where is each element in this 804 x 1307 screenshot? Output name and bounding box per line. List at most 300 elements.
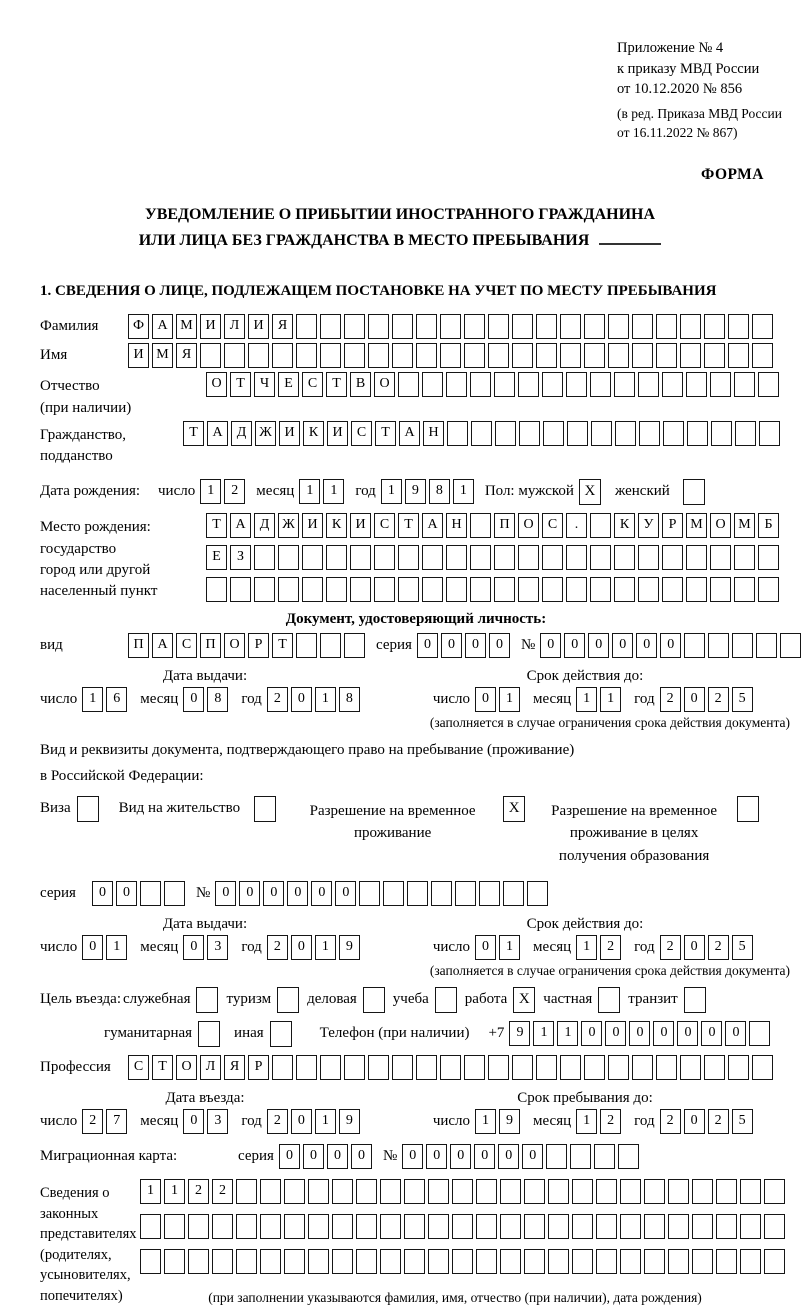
char-box[interactable] xyxy=(188,1214,209,1239)
char-box[interactable]: 1 xyxy=(82,687,103,712)
purpose-other-checkbox[interactable] xyxy=(270,1021,292,1047)
char-box[interactable] xyxy=(236,1214,257,1239)
char-box[interactable]: 0 xyxy=(215,881,236,906)
char-box[interactable]: 2 xyxy=(188,1179,209,1204)
char-box[interactable]: 0 xyxy=(279,1144,300,1169)
char-box[interactable] xyxy=(512,1055,533,1080)
char-box[interactable]: 8 xyxy=(429,479,450,504)
char-box[interactable]: 0 xyxy=(335,881,356,906)
char-box[interactable] xyxy=(332,1249,353,1274)
char-box[interactable]: 0 xyxy=(287,881,308,906)
char-box[interactable] xyxy=(500,1214,521,1239)
char-box[interactable]: Н xyxy=(446,513,467,538)
char-box[interactable]: 0 xyxy=(660,633,681,658)
char-box[interactable]: О xyxy=(206,372,227,397)
char-box[interactable] xyxy=(464,343,485,368)
char-box[interactable] xyxy=(620,1249,641,1274)
char-box[interactable] xyxy=(479,881,500,906)
char-box[interactable] xyxy=(527,881,548,906)
char-box[interactable] xyxy=(716,1249,737,1274)
char-box[interactable]: 0 xyxy=(291,935,312,960)
char-box[interactable]: А xyxy=(152,633,173,658)
char-box[interactable] xyxy=(590,577,611,602)
char-box[interactable]: 0 xyxy=(183,935,204,960)
char-box[interactable] xyxy=(759,421,780,446)
char-box[interactable] xyxy=(518,372,539,397)
char-box[interactable]: 0 xyxy=(636,633,657,658)
char-box[interactable] xyxy=(560,343,581,368)
char-box[interactable] xyxy=(536,314,557,339)
char-box[interactable] xyxy=(356,1179,377,1204)
char-box[interactable]: 1 xyxy=(140,1179,161,1204)
char-box[interactable] xyxy=(680,314,701,339)
char-box[interactable] xyxy=(756,633,777,658)
char-box[interactable] xyxy=(752,314,773,339)
char-box[interactable]: 0 xyxy=(426,1144,447,1169)
char-box[interactable] xyxy=(332,1214,353,1239)
char-box[interactable] xyxy=(260,1249,281,1274)
char-box[interactable]: 0 xyxy=(327,1144,348,1169)
char-box[interactable]: И xyxy=(279,421,300,446)
char-box[interactable]: Д xyxy=(254,513,275,538)
char-box[interactable] xyxy=(662,545,683,570)
char-box[interactable] xyxy=(542,372,563,397)
char-box[interactable] xyxy=(740,1179,761,1204)
char-box[interactable]: Я xyxy=(224,1055,245,1080)
char-box[interactable]: 0 xyxy=(684,1109,705,1134)
char-box[interactable] xyxy=(380,1249,401,1274)
char-box[interactable]: С xyxy=(302,372,323,397)
char-box[interactable] xyxy=(548,1179,569,1204)
char-box[interactable]: И xyxy=(200,314,221,339)
char-box[interactable]: 1 xyxy=(576,935,597,960)
char-box[interactable] xyxy=(416,343,437,368)
char-box[interactable]: 9 xyxy=(339,935,360,960)
char-box[interactable]: 2 xyxy=(660,935,681,960)
char-box[interactable] xyxy=(620,1214,641,1239)
char-box[interactable]: 1 xyxy=(315,935,336,960)
char-box[interactable] xyxy=(711,421,732,446)
char-box[interactable] xyxy=(284,1179,305,1204)
char-box[interactable]: Т xyxy=(183,421,204,446)
char-box[interactable]: 0 xyxy=(291,1109,312,1134)
char-box[interactable] xyxy=(440,343,461,368)
char-box[interactable]: Т xyxy=(152,1055,173,1080)
char-box[interactable] xyxy=(470,577,491,602)
char-box[interactable] xyxy=(752,343,773,368)
char-box[interactable] xyxy=(710,545,731,570)
char-box[interactable]: 3 xyxy=(207,935,228,960)
char-box[interactable]: 2 xyxy=(224,479,245,504)
char-box[interactable] xyxy=(224,343,245,368)
char-box[interactable] xyxy=(422,372,443,397)
char-box[interactable] xyxy=(668,1249,689,1274)
char-box[interactable]: 0 xyxy=(402,1144,423,1169)
char-box[interactable] xyxy=(383,881,404,906)
char-box[interactable]: 0 xyxy=(725,1021,746,1046)
char-box[interactable] xyxy=(476,1249,497,1274)
char-box[interactable]: 2 xyxy=(708,935,729,960)
char-box[interactable] xyxy=(464,1055,485,1080)
temp-residence-edu-checkbox[interactable] xyxy=(737,796,759,822)
char-box[interactable]: А xyxy=(399,421,420,446)
char-box[interactable]: Т xyxy=(326,372,347,397)
char-box[interactable]: 2 xyxy=(600,1109,621,1134)
char-box[interactable]: 1 xyxy=(499,687,520,712)
char-box[interactable] xyxy=(572,1214,593,1239)
char-box[interactable]: 0 xyxy=(489,633,510,658)
char-box[interactable] xyxy=(431,881,452,906)
char-box[interactable]: 0 xyxy=(522,1144,543,1169)
char-box[interactable] xyxy=(734,577,755,602)
char-box[interactable]: К xyxy=(326,513,347,538)
char-box[interactable] xyxy=(470,372,491,397)
char-box[interactable]: 5 xyxy=(732,1109,753,1134)
char-box[interactable] xyxy=(710,577,731,602)
char-box[interactable] xyxy=(614,545,635,570)
char-box[interactable]: 0 xyxy=(475,687,496,712)
char-box[interactable]: И xyxy=(248,314,269,339)
char-box[interactable]: 3 xyxy=(207,1109,228,1134)
char-box[interactable]: З xyxy=(230,545,251,570)
char-box[interactable] xyxy=(212,1214,233,1239)
char-box[interactable] xyxy=(728,314,749,339)
char-box[interactable] xyxy=(494,372,515,397)
char-box[interactable]: 1 xyxy=(576,687,597,712)
char-box[interactable]: Т xyxy=(206,513,227,538)
char-box[interactable]: К xyxy=(303,421,324,446)
char-box[interactable] xyxy=(596,1179,617,1204)
char-box[interactable] xyxy=(494,545,515,570)
char-box[interactable] xyxy=(608,343,629,368)
purpose-transit-checkbox[interactable] xyxy=(684,987,706,1013)
char-box[interactable]: 1 xyxy=(600,687,621,712)
char-box[interactable] xyxy=(656,314,677,339)
char-box[interactable] xyxy=(374,545,395,570)
char-box[interactable] xyxy=(594,1144,615,1169)
char-box[interactable] xyxy=(495,421,516,446)
char-box[interactable] xyxy=(368,314,389,339)
char-box[interactable]: 1 xyxy=(323,479,344,504)
char-box[interactable] xyxy=(302,545,323,570)
char-box[interactable] xyxy=(140,1214,161,1239)
char-box[interactable]: 2 xyxy=(708,687,729,712)
char-box[interactable] xyxy=(350,545,371,570)
purpose-business-checkbox[interactable] xyxy=(196,987,218,1013)
char-box[interactable] xyxy=(359,881,380,906)
char-box[interactable]: 0 xyxy=(581,1021,602,1046)
char-box[interactable]: 1 xyxy=(475,1109,496,1134)
char-box[interactable] xyxy=(567,421,588,446)
char-box[interactable]: Т xyxy=(272,633,293,658)
char-box[interactable]: А xyxy=(422,513,443,538)
char-box[interactable]: 0 xyxy=(465,633,486,658)
char-box[interactable]: 9 xyxy=(499,1109,520,1134)
char-box[interactable]: Я xyxy=(176,343,197,368)
char-box[interactable] xyxy=(398,577,419,602)
char-box[interactable] xyxy=(692,1214,713,1239)
char-box[interactable]: 2 xyxy=(660,687,681,712)
char-box[interactable] xyxy=(704,343,725,368)
char-box[interactable] xyxy=(566,577,587,602)
char-box[interactable] xyxy=(326,545,347,570)
char-box[interactable]: Т xyxy=(375,421,396,446)
char-box[interactable] xyxy=(570,1144,591,1169)
char-box[interactable]: О xyxy=(518,513,539,538)
char-box[interactable] xyxy=(422,577,443,602)
char-box[interactable]: В xyxy=(350,372,371,397)
char-box[interactable] xyxy=(164,881,185,906)
char-box[interactable] xyxy=(278,545,299,570)
purpose-commercial-checkbox[interactable] xyxy=(363,987,385,1013)
char-box[interactable]: 2 xyxy=(267,935,288,960)
char-box[interactable]: Р xyxy=(248,633,269,658)
char-box[interactable] xyxy=(398,372,419,397)
char-box[interactable] xyxy=(684,633,705,658)
char-box[interactable] xyxy=(284,1214,305,1239)
char-box[interactable] xyxy=(686,545,707,570)
char-box[interactable] xyxy=(476,1214,497,1239)
char-box[interactable] xyxy=(590,513,611,538)
char-box[interactable] xyxy=(638,372,659,397)
char-box[interactable]: А xyxy=(207,421,228,446)
char-box[interactable]: 0 xyxy=(498,1144,519,1169)
char-box[interactable] xyxy=(488,1055,509,1080)
char-box[interactable]: Д xyxy=(231,421,252,446)
char-box[interactable] xyxy=(320,314,341,339)
char-box[interactable]: 0 xyxy=(239,881,260,906)
char-box[interactable] xyxy=(680,343,701,368)
char-box[interactable]: Ф xyxy=(128,314,149,339)
char-box[interactable]: Л xyxy=(224,314,245,339)
char-box[interactable] xyxy=(422,545,443,570)
char-box[interactable] xyxy=(470,545,491,570)
char-box[interactable]: С xyxy=(128,1055,149,1080)
char-box[interactable]: 0 xyxy=(540,633,561,658)
char-box[interactable] xyxy=(254,545,275,570)
char-box[interactable] xyxy=(566,372,587,397)
char-box[interactable] xyxy=(632,1055,653,1080)
char-box[interactable]: Т xyxy=(398,513,419,538)
char-box[interactable] xyxy=(749,1021,770,1046)
char-box[interactable] xyxy=(662,577,683,602)
char-box[interactable] xyxy=(494,577,515,602)
char-box[interactable]: 0 xyxy=(629,1021,650,1046)
char-box[interactable] xyxy=(692,1179,713,1204)
char-box[interactable]: 1 xyxy=(381,479,402,504)
char-box[interactable] xyxy=(663,421,684,446)
char-box[interactable] xyxy=(704,1055,725,1080)
char-box[interactable] xyxy=(596,1214,617,1239)
char-box[interactable]: 1 xyxy=(453,479,474,504)
char-box[interactable] xyxy=(404,1249,425,1274)
char-box[interactable] xyxy=(308,1179,329,1204)
char-box[interactable]: 9 xyxy=(405,479,426,504)
char-box[interactable] xyxy=(212,1249,233,1274)
char-box[interactable] xyxy=(447,421,468,446)
char-box[interactable] xyxy=(188,1249,209,1274)
char-box[interactable] xyxy=(638,545,659,570)
char-box[interactable] xyxy=(500,1249,521,1274)
purpose-study-checkbox[interactable] xyxy=(435,987,457,1013)
char-box[interactable] xyxy=(560,1055,581,1080)
char-box[interactable] xyxy=(686,372,707,397)
char-box[interactable]: Е xyxy=(206,545,227,570)
char-box[interactable] xyxy=(752,1055,773,1080)
char-box[interactable] xyxy=(758,372,779,397)
char-box[interactable] xyxy=(548,1214,569,1239)
char-box[interactable]: 9 xyxy=(509,1021,530,1046)
char-box[interactable]: 1 xyxy=(557,1021,578,1046)
char-box[interactable] xyxy=(140,1249,161,1274)
char-box[interactable]: 0 xyxy=(92,881,113,906)
char-box[interactable] xyxy=(548,1249,569,1274)
char-box[interactable] xyxy=(503,881,524,906)
purpose-private-checkbox[interactable] xyxy=(598,987,620,1013)
char-box[interactable] xyxy=(704,314,725,339)
char-box[interactable]: Р xyxy=(662,513,683,538)
char-box[interactable]: М xyxy=(686,513,707,538)
char-box[interactable] xyxy=(296,633,317,658)
char-box[interactable] xyxy=(407,881,428,906)
char-box[interactable] xyxy=(584,1055,605,1080)
char-box[interactable]: 7 xyxy=(106,1109,127,1134)
char-box[interactable] xyxy=(332,1179,353,1204)
char-box[interactable] xyxy=(512,314,533,339)
char-box[interactable] xyxy=(230,577,251,602)
char-box[interactable]: 1 xyxy=(200,479,221,504)
char-box[interactable] xyxy=(632,314,653,339)
char-box[interactable] xyxy=(542,545,563,570)
char-box[interactable] xyxy=(470,513,491,538)
purpose-work-checkbox[interactable]: X xyxy=(513,987,535,1013)
char-box[interactable] xyxy=(524,1249,545,1274)
char-box[interactable] xyxy=(734,372,755,397)
char-box[interactable]: О xyxy=(710,513,731,538)
char-box[interactable] xyxy=(512,343,533,368)
char-box[interactable] xyxy=(452,1179,473,1204)
char-box[interactable]: П xyxy=(200,633,221,658)
char-box[interactable]: 0 xyxy=(450,1144,471,1169)
char-box[interactable] xyxy=(620,1179,641,1204)
char-box[interactable] xyxy=(452,1214,473,1239)
char-box[interactable]: 0 xyxy=(677,1021,698,1046)
char-box[interactable]: 8 xyxy=(207,687,228,712)
char-box[interactable]: 2 xyxy=(600,935,621,960)
char-box[interactable]: Н xyxy=(423,421,444,446)
char-box[interactable]: 2 xyxy=(267,1109,288,1134)
char-box[interactable] xyxy=(350,577,371,602)
char-box[interactable] xyxy=(356,1249,377,1274)
char-box[interactable]: М xyxy=(176,314,197,339)
char-box[interactable] xyxy=(596,1249,617,1274)
char-box[interactable] xyxy=(308,1214,329,1239)
char-box[interactable]: П xyxy=(494,513,515,538)
char-box[interactable] xyxy=(639,421,660,446)
char-box[interactable]: 0 xyxy=(441,633,462,658)
char-box[interactable] xyxy=(543,421,564,446)
char-box[interactable] xyxy=(278,577,299,602)
char-box[interactable] xyxy=(320,633,341,658)
char-box[interactable] xyxy=(428,1179,449,1204)
char-box[interactable] xyxy=(392,343,413,368)
char-box[interactable] xyxy=(591,421,612,446)
char-box[interactable]: 0 xyxy=(351,1144,372,1169)
char-box[interactable] xyxy=(524,1214,545,1239)
char-box[interactable]: 0 xyxy=(475,935,496,960)
char-box[interactable] xyxy=(710,372,731,397)
temp-residence-checkbox[interactable]: X xyxy=(503,796,525,822)
char-box[interactable] xyxy=(320,343,341,368)
char-box[interactable] xyxy=(374,577,395,602)
char-box[interactable] xyxy=(780,633,801,658)
char-box[interactable] xyxy=(416,1055,437,1080)
char-box[interactable] xyxy=(732,633,753,658)
char-box[interactable] xyxy=(716,1214,737,1239)
char-box[interactable] xyxy=(248,343,269,368)
char-box[interactable] xyxy=(464,314,485,339)
visa-checkbox[interactable] xyxy=(77,796,99,822)
char-box[interactable] xyxy=(758,545,779,570)
char-box[interactable] xyxy=(524,1179,545,1204)
char-box[interactable]: 5 xyxy=(732,935,753,960)
char-box[interactable] xyxy=(590,372,611,397)
char-box[interactable] xyxy=(344,633,365,658)
char-box[interactable] xyxy=(614,372,635,397)
char-box[interactable]: 2 xyxy=(82,1109,103,1134)
char-box[interactable] xyxy=(392,1055,413,1080)
char-box[interactable]: 1 xyxy=(315,1109,336,1134)
char-box[interactable] xyxy=(272,1055,293,1080)
char-box[interactable]: Ж xyxy=(255,421,276,446)
char-box[interactable] xyxy=(404,1179,425,1204)
char-box[interactable] xyxy=(368,1055,389,1080)
char-box[interactable]: 0 xyxy=(291,687,312,712)
char-box[interactable] xyxy=(735,421,756,446)
char-box[interactable] xyxy=(452,1249,473,1274)
char-box[interactable] xyxy=(302,577,323,602)
char-box[interactable] xyxy=(344,1055,365,1080)
char-box[interactable] xyxy=(542,577,563,602)
char-box[interactable]: Б xyxy=(758,513,779,538)
char-box[interactable] xyxy=(284,1249,305,1274)
char-box[interactable] xyxy=(500,1179,521,1204)
char-box[interactable] xyxy=(662,372,683,397)
char-box[interactable] xyxy=(260,1179,281,1204)
char-box[interactable]: 0 xyxy=(474,1144,495,1169)
char-box[interactable]: И xyxy=(302,513,323,538)
char-box[interactable]: У xyxy=(638,513,659,538)
char-box[interactable] xyxy=(356,1214,377,1239)
char-box[interactable]: 0 xyxy=(183,1109,204,1134)
char-box[interactable]: 0 xyxy=(417,633,438,658)
char-box[interactable] xyxy=(716,1179,737,1204)
char-box[interactable] xyxy=(236,1249,257,1274)
char-box[interactable]: 0 xyxy=(605,1021,626,1046)
char-box[interactable] xyxy=(398,545,419,570)
char-box[interactable]: 2 xyxy=(660,1109,681,1134)
char-box[interactable] xyxy=(764,1249,785,1274)
char-box[interactable] xyxy=(618,1144,639,1169)
char-box[interactable] xyxy=(308,1249,329,1274)
char-box[interactable] xyxy=(428,1249,449,1274)
char-box[interactable] xyxy=(546,1144,567,1169)
char-box[interactable] xyxy=(536,1055,557,1080)
char-box[interactable] xyxy=(380,1179,401,1204)
char-box[interactable] xyxy=(404,1214,425,1239)
purpose-tourism-checkbox[interactable] xyxy=(277,987,299,1013)
char-box[interactable]: А xyxy=(230,513,251,538)
